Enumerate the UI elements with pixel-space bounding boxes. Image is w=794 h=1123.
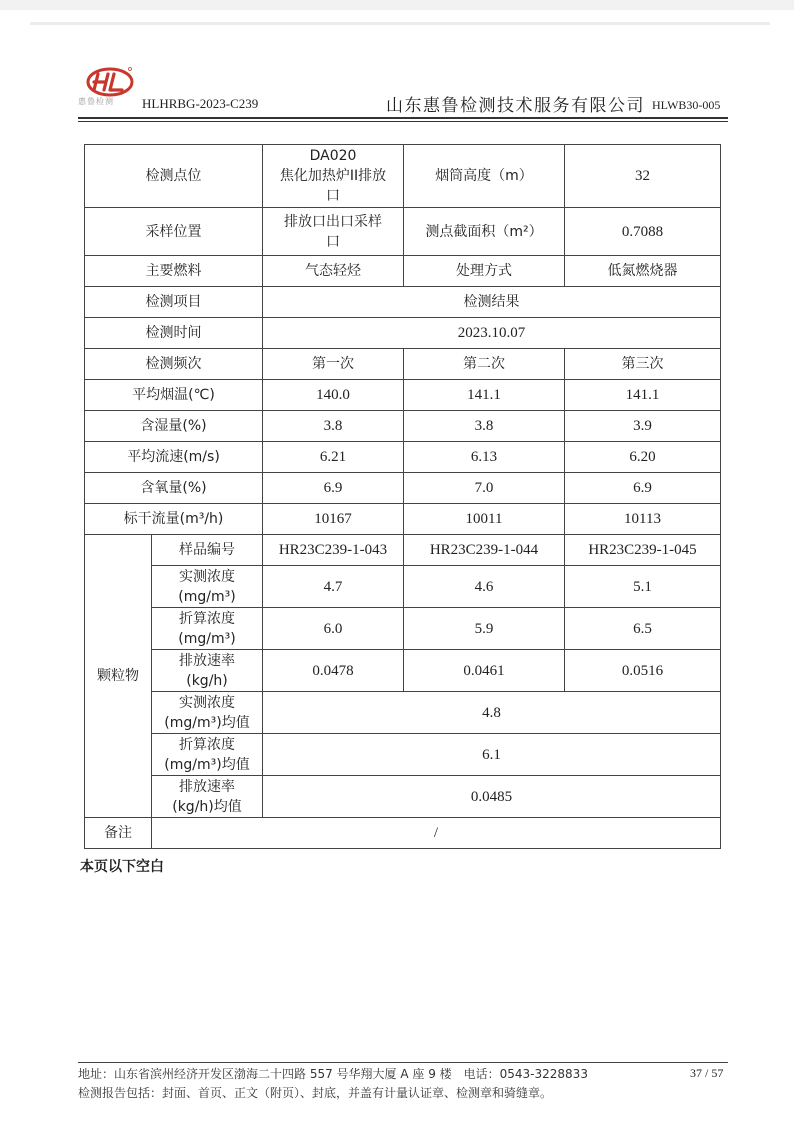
table-row — [85, 566, 721, 608]
cell-value: 10011 — [404, 504, 565, 535]
cell-value: 6.9 — [565, 473, 721, 504]
cell-label: 检测点位 — [85, 145, 263, 208]
cell-value: 检测结果 — [263, 287, 721, 318]
cell-value: 6.21 — [263, 442, 404, 473]
cell-label: 标干流量(m³/h) — [85, 504, 263, 535]
table-row — [85, 442, 721, 473]
cell-value: 10167 — [263, 504, 404, 535]
cell-label: 含氧量(%) — [85, 473, 263, 504]
header-rule-thick — [78, 117, 728, 119]
remark-value: / — [152, 818, 721, 849]
table-row — [85, 818, 721, 849]
cell-label: 样品编号 — [152, 535, 263, 566]
scan-top-line — [30, 22, 770, 25]
cell-value: 141.1 — [404, 380, 565, 411]
pm-group-label: 颗粒物 — [85, 535, 152, 818]
table-row — [85, 473, 721, 504]
cell-value: 4.8 — [263, 692, 721, 734]
cell-value: 6.13 — [404, 442, 565, 473]
cell-value: 3.9 — [565, 411, 721, 442]
table-row — [85, 535, 721, 566]
table-row — [85, 145, 721, 208]
cell-value: 4.6 — [404, 566, 565, 608]
remark-label: 备注 — [85, 818, 152, 849]
cell-value: 低氮燃烧器 — [565, 256, 721, 287]
report-number: HLHRBG-2023-C239 — [142, 96, 259, 111]
cell-value: 6.9 — [263, 473, 404, 504]
cell-label: 主要燃料 — [85, 256, 263, 287]
cell-label: 采样位置 — [85, 208, 263, 256]
table-row — [85, 318, 721, 349]
cell-value: 7.0 — [404, 473, 565, 504]
cell-value: HR23C239-1-043 — [263, 535, 404, 566]
test-result-table — [84, 144, 721, 849]
cell-label: 测点截面积（m²） — [404, 208, 565, 256]
cell-label: 实测浓度 (mg/m³) — [152, 566, 263, 608]
table-row — [85, 692, 721, 734]
cell-label: 实测浓度 (mg/m³)均值 — [152, 692, 263, 734]
page-header — [78, 62, 728, 122]
table-row — [85, 608, 721, 650]
cell-value: 气态轻烃 — [263, 256, 404, 287]
cell-value: 140.0 — [263, 380, 404, 411]
cell-value: 2023.10.07 — [263, 318, 721, 349]
cell-value: HR23C239-1-044 — [404, 535, 565, 566]
cell-value: 6.20 — [565, 442, 721, 473]
cell-label: 折算浓度 (mg/m³)均值 — [152, 734, 263, 776]
cell-value: 第一次 — [263, 349, 404, 380]
table-row — [85, 349, 721, 380]
table-row — [85, 380, 721, 411]
page-number: 37 / 57 — [690, 1066, 724, 1080]
cell-label: 排放速率 (kg/h)均值 — [152, 776, 263, 818]
cell-value: 4.7 — [263, 566, 404, 608]
cell-value: 3.8 — [404, 411, 565, 442]
logo-caption: 惠鲁检测 — [78, 97, 114, 106]
cell-label: 检测时间 — [85, 318, 263, 349]
cell-value: 10113 — [565, 504, 721, 535]
table-row — [85, 208, 721, 256]
cell-label: 平均烟温(℃) — [85, 380, 263, 411]
cell-label: 检测频次 — [85, 349, 263, 380]
cell-value: 5.1 — [565, 566, 721, 608]
blank-below-note: 本页以下空白 — [80, 859, 164, 875]
table-row — [85, 256, 721, 287]
footer-contents: 检测报告包括：封面、首页、正文（附页）、封底，并盖有计量认证章、检测章和骑缝章。 — [78, 1086, 553, 1100]
cell-label: 平均流速(m/s) — [85, 442, 263, 473]
table-row — [85, 650, 721, 692]
table-row — [85, 287, 721, 318]
cell-value: 0.0485 — [263, 776, 721, 818]
cell-value: 0.7088 — [565, 208, 721, 256]
cell-label: 含湿量(%) — [85, 411, 263, 442]
cell-value: 141.1 — [565, 380, 721, 411]
cell-value — [263, 145, 404, 208]
cell-value: 排放口出口采样 口 — [263, 208, 404, 256]
header-rule-thin — [78, 121, 728, 122]
cell-label: 检测项目 — [85, 287, 263, 318]
table-row — [85, 776, 721, 818]
cell-value: 0.0478 — [263, 650, 404, 692]
cell-value: 6.0 — [263, 608, 404, 650]
footer-address: 地址：山东省滨州经济开发区渤海二十四路 557 号华翔大厦 A 座 9 楼 电话：0543-3228833 — [78, 1067, 588, 1081]
point-code: DA020 焦化加热炉II排放 口 — [279, 148, 387, 204]
cell-label: 烟筒高度（m） — [404, 145, 565, 208]
cell-value: 5.9 — [404, 608, 565, 650]
cell-value: 0.0461 — [404, 650, 565, 692]
cell-value: 第三次 — [565, 349, 721, 380]
cell-value: 6.1 — [263, 734, 721, 776]
cell-label: 排放速率 (kg/h) — [152, 650, 263, 692]
company-name: 山东惠鲁检测技术服务有限公司 — [386, 96, 645, 116]
form-number: HLWB30-005 — [652, 98, 721, 112]
cell-value: 3.8 — [263, 411, 404, 442]
cell-label: 折算浓度 (mg/m³) — [152, 608, 263, 650]
cell-value: 第二次 — [404, 349, 565, 380]
table-row — [85, 504, 721, 535]
cell-value: 32 — [565, 145, 721, 208]
cell-value: 0.0516 — [565, 650, 721, 692]
cell-label: 处理方式 — [404, 256, 565, 287]
cell-value: HR23C239-1-045 — [565, 535, 721, 566]
footer-rule — [78, 1062, 728, 1063]
cell-value: 6.5 — [565, 608, 721, 650]
scan-top-edge — [0, 0, 794, 10]
table-row — [85, 411, 721, 442]
table-row — [85, 734, 721, 776]
